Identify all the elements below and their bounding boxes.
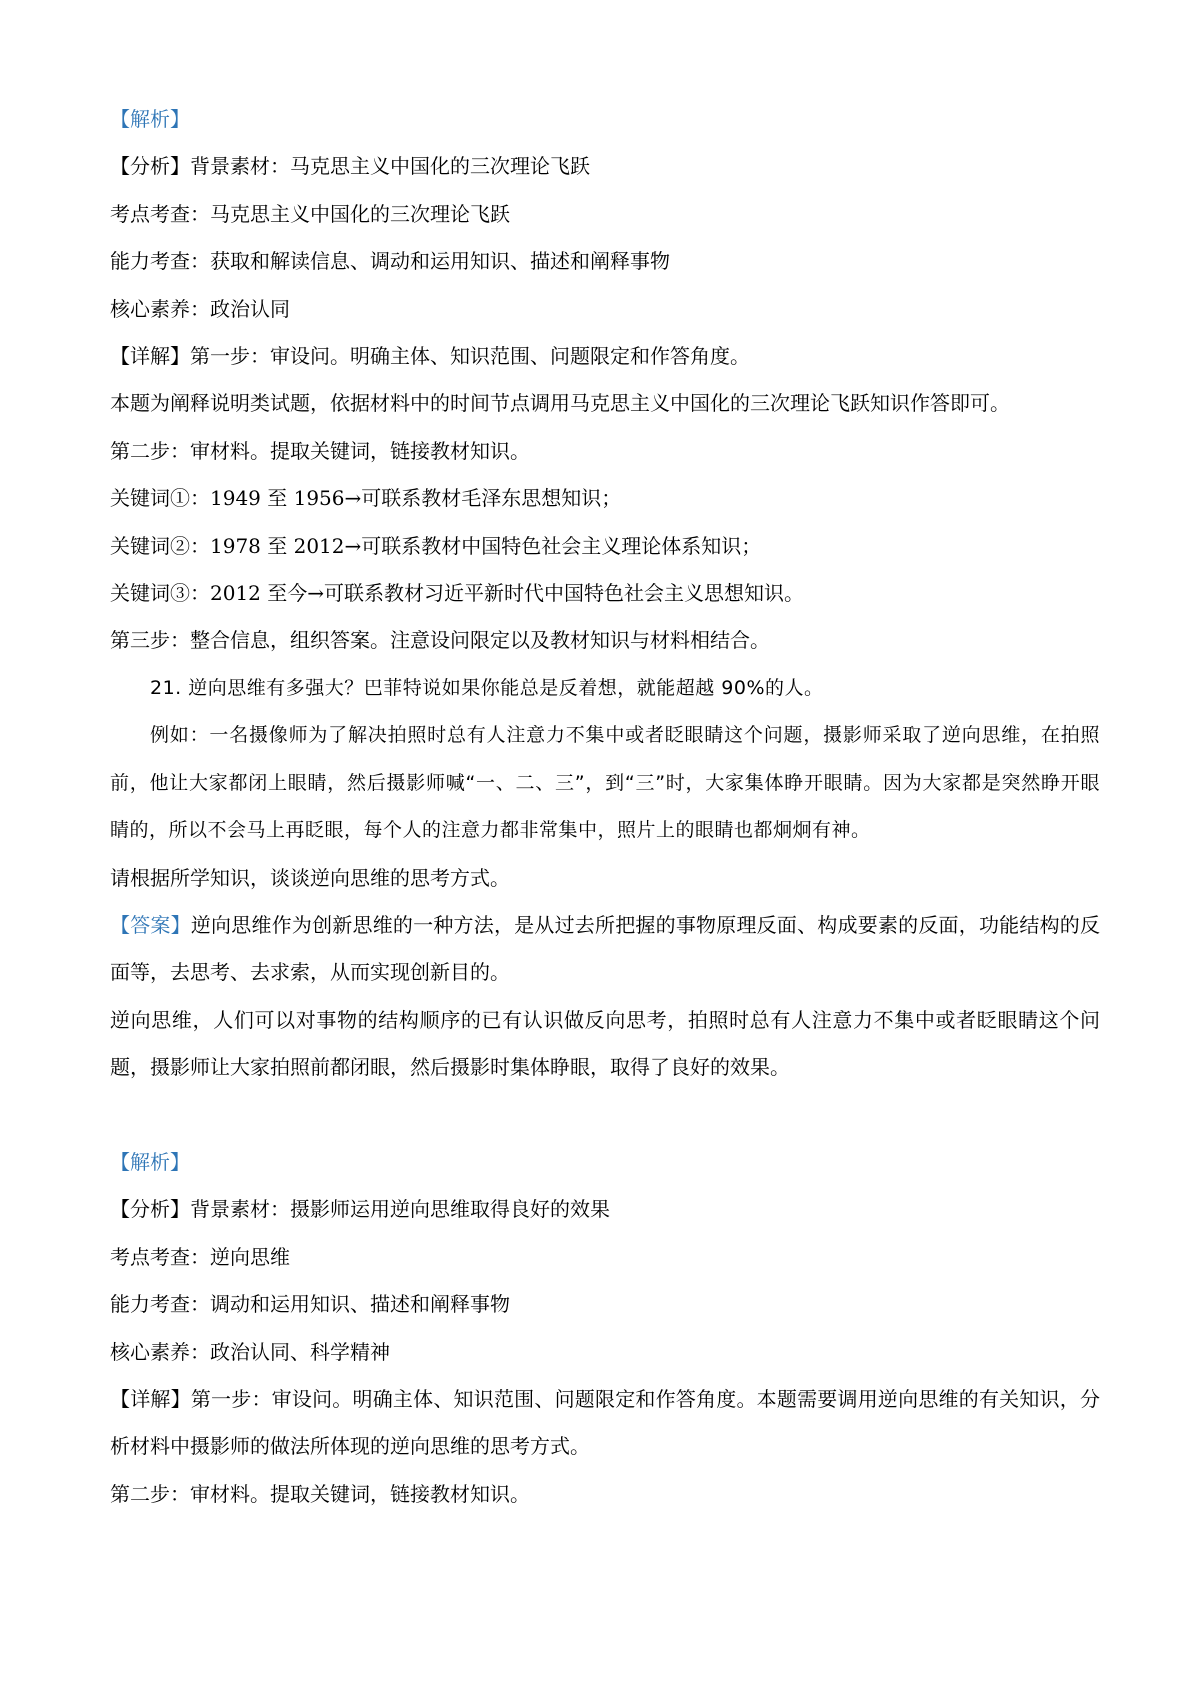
section2-detail	[110, 1376, 1100, 1471]
analysis-tag-2: 【分析】	[110, 1197, 190, 1222]
section2-analysis	[110, 1186, 1100, 1233]
answer-text: 逆向思维作为创新思维的一种方法，是从过去所把握的事物原理反面、构成要素的反面，功能结构的反面等，去思考、去求索，从而实现创新目的。	[110, 912, 1101, 985]
section1-kaodian: 考点考查：马克思主义中国化的三次理论飞跃	[110, 201, 510, 226]
section2-step2: 第二步：审材料。提取关键词，链接教材知识。	[110, 1481, 530, 1506]
question-21-answer-para2: 逆向思维，人们可以对事物的结构顺序的已有认识做反向思考，拍照时总有人注意力不集中或者眨眼睛这个问题，摄影师让大家拍照前都闭眼，然后摄影时集体睁眼，取得了良好的效果。	[110, 1007, 1100, 1080]
question-21-answer	[110, 902, 1100, 997]
section1-para1: 本题为阐释说明类试题，依据材料中的时间节点调用马克思主义中国化的三次理论飞跃知识作答即可。	[110, 391, 1010, 416]
detail-text: 第一步：审设问。明确主体、知识范围、问题限定和作答角度。	[190, 344, 750, 369]
jiexi-tag: 【解析】	[110, 107, 190, 131]
answer-tag: 【答案】	[110, 912, 191, 937]
section2-kaodian: 考点考查：逆向思维	[110, 1244, 290, 1269]
question-21-prompt: 请根据所学知识，谈谈逆向思维的思考方式。	[110, 865, 510, 890]
section1-nengli: 能力考查：获取和解读信息、调动和运用知识、描述和阐释事物	[110, 249, 670, 274]
detail-tag-2: 【详解】	[110, 1386, 191, 1411]
section1-detail	[110, 333, 1100, 380]
section1-header	[110, 96, 1100, 143]
section2-suyang: 核心素养：政治认同、科学精神	[110, 1339, 390, 1364]
section1-suyang: 核心素养：政治认同	[110, 296, 290, 321]
section2-nengli: 能力考查：调动和运用知识、描述和阐释事物	[110, 1292, 510, 1317]
section-spacer	[110, 1092, 1100, 1139]
question-21-title: 21. 逆向思维有多强大？巴菲特说如果你能总是反着想，就能超越 90%的人。	[150, 676, 824, 699]
section1-keyword-3: 关键词③：2012 至今→可联系教材习近平新时代中国特色社会主义思想知识。	[110, 581, 805, 606]
analysis-tag: 【分析】	[110, 154, 190, 179]
jiexi-tag-2: 【解析】	[110, 1149, 190, 1174]
detail-text-2: 第一步：审设问。明确主体、知识范围、问题限定和作答角度。本题需要调用逆向思维的有关知识，分析材料中摄影师的做法所体现的逆向思维的思考方式。	[110, 1386, 1101, 1459]
section1-keyword-1: 关键词①：1949 至 1956→可联系教材毛泽东思想知识；	[110, 486, 622, 511]
analysis-text: 背景素材：马克思主义中国化的三次理论飞跃	[190, 154, 590, 179]
section1-step3: 第三步：整合信息，组织答案。注意设问限定以及教材知识与材料相结合。	[110, 628, 770, 653]
section1-step2: 第二步：审材料。提取关键词，链接教材知识。	[110, 438, 530, 463]
section2-header	[110, 1139, 1100, 1186]
analysis-text-2: 背景素材：摄影师运用逆向思维取得良好的效果	[190, 1197, 610, 1222]
question-21-example: 例如：一名摄像师为了解决拍照时总有人注意力不集中或者眨眼睛这个问题，摄影师采取了逆向思维，在拍照前，他让大家都闭上眼睛，然后摄影师喊“一、二、三”，到“三”时，大家集体睁开眼睛。因为大家都是突然睁开眼睛的，所以不会马上再眨眼，每个人的注意力都非常集中，照片上的眼睛也都炯炯有神。	[110, 724, 1100, 842]
section1-analysis	[110, 143, 1100, 190]
section1-keyword-2: 关键词②：1978 至 2012→可联系教材中国特色社会主义理论体系知识；	[110, 533, 762, 558]
detail-tag: 【详解】	[110, 344, 190, 369]
